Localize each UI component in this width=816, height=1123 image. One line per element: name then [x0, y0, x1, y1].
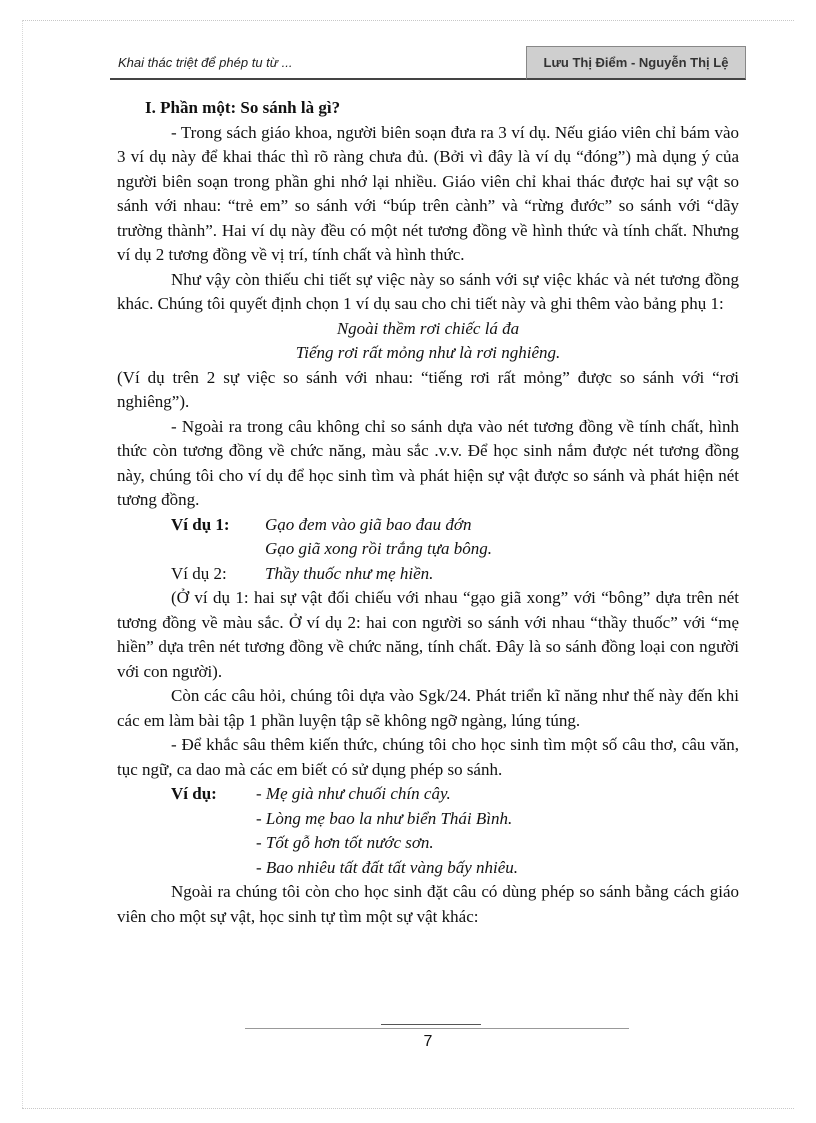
paragraph-6: Còn các câu hỏi, chúng tôi dựa vào Sgk/24. Phát triển kĩ năng như thế này đến khi các em làm bài tập 1 phần luyện tập sẽ không ngỡ ngàng, lúng túng.	[117, 686, 739, 730]
page-border-left	[22, 20, 23, 1108]
header-authors: Lưu Thị Điểm - Nguyễn Thị Lệ	[526, 46, 746, 80]
paragraph-2: Như vậy còn thiếu chi tiết sự việc này so sánh với sự việc khác và nét tương đồng khác. Chúng tôi quyết định chọn 1 ví dụ sau cho chi tiết này và ghi thêm vào bảng phụ 1:	[117, 269, 739, 313]
example-3-item: - Lòng mẹ bao la như biển Thái Bình.	[256, 808, 513, 828]
paragraph-4: - Ngoài ra trong câu không chỉ so sánh dựa vào nét tương đồng về tính chất, hình thức còn tương đồng về chức năng, màu sắc .v.v. Để học sinh nắm được nét tương đồng này, chúng tôi cho ví dụ để học sinh tìm và phát hiện sự vật được so sánh và phát hiện nét tương đồng.	[117, 416, 739, 509]
example-3-row-3	[117, 831, 739, 856]
example-3-label: Ví dụ:	[171, 784, 217, 803]
paragraph-3: (Ví dụ trên 2 sự việc so sánh với nhau: “tiếng rơi rất mỏng” được so sánh với “rơi nghiêng”).	[117, 367, 739, 411]
footer-rule	[245, 1028, 629, 1029]
example-3-row-1	[117, 782, 739, 807]
paragraph-1: - Trong sách giáo khoa, người biên soạn đưa ra 3 ví dụ. Nếu giáo viên chỉ bám vào 3 ví dụ này để khai thác thì rõ ràng chưa đủ. (Bởi vì đây là ví dụ “đóng”) mà dụng ý của người biên soạn trong phần ghi nhớ lại nhiều. Giáo viên chỉ khai thác được hai sự vật so sánh với nhau: “trẻ em” so sánh với “búp trên cành” và “rừng đước” so sánh với “dãy trường thành”. Hai ví dụ này đều có một nét tương đồng về hình thức và tính chất. Nhưng ví dụ 2 tương đồng về vị trí, tính chất và hình thức.	[117, 122, 739, 264]
footer-rule-short	[381, 1024, 481, 1025]
paragraph-7: - Để khắc sâu thêm kiến thức, chúng tôi cho học sinh tìm một số câu thơ, câu văn, tục ngữ, ca dao mà các em biết có sử dụng phép so sánh.	[117, 735, 739, 779]
example-1-line-1: Gạo đem vào giã bao đau đớn	[265, 514, 472, 534]
page-border-top	[22, 20, 794, 21]
page-number: 7	[423, 1033, 433, 1050]
example-3-item: - Bao nhiêu tất đất tất vàng bấy nhiêu.	[256, 857, 519, 877]
poem-line-1: Ngoài thềm rơi chiếc lá đa	[336, 318, 520, 338]
example-2-line-1: Thầy thuốc như mẹ hiền.	[265, 563, 434, 583]
example-3-row-4	[117, 856, 739, 881]
example-3-item: - Tốt gỗ hơn tốt nước sơn.	[256, 833, 434, 852]
paragraph-8: Ngoài ra chúng tôi còn cho học sinh đặt câu có dùng phép so sánh bằng cách giáo viên cho một sự vật, học sinh tự tìm một sự vật khác:	[117, 882, 739, 926]
example-2-row	[117, 562, 739, 587]
section-heading: I. Phần một: So sánh là gì?	[145, 98, 341, 117]
example-3-row-2	[117, 807, 739, 832]
example-1-line-2: Gạo giã xong rồi trắng tựa bông.	[265, 539, 492, 558]
example-1-row-2	[117, 537, 739, 562]
page-header	[110, 46, 746, 80]
paragraph-5: (Ở ví dụ 1: hai sự vật đối chiếu với nhau “gạo giã xong” với “bông” dựa trên nét tương đồng về màu sắc. Ở ví dụ 2: hai con người so sánh với nhau “thầy thuốc” với “mẹ hiền” dựa trên nét tương đồng về chức năng, tính chất. Đây là so sánh đồng loại con người với con người).	[117, 588, 739, 681]
example-1-label: Ví dụ 1:	[171, 514, 230, 534]
example-2-label: Ví dụ 2:	[171, 563, 227, 583]
poem-line-2: Tiếng rơi rất mỏng như là rơi nghiêng.	[295, 343, 561, 362]
header-document-title: Khai thác triệt để phép tu từ ...	[110, 46, 526, 80]
example-3-item: - Mẹ già như chuối chín cây.	[256, 784, 451, 803]
page-border-bottom	[22, 1108, 794, 1109]
document-body	[117, 96, 739, 929]
example-1-row	[117, 513, 739, 538]
